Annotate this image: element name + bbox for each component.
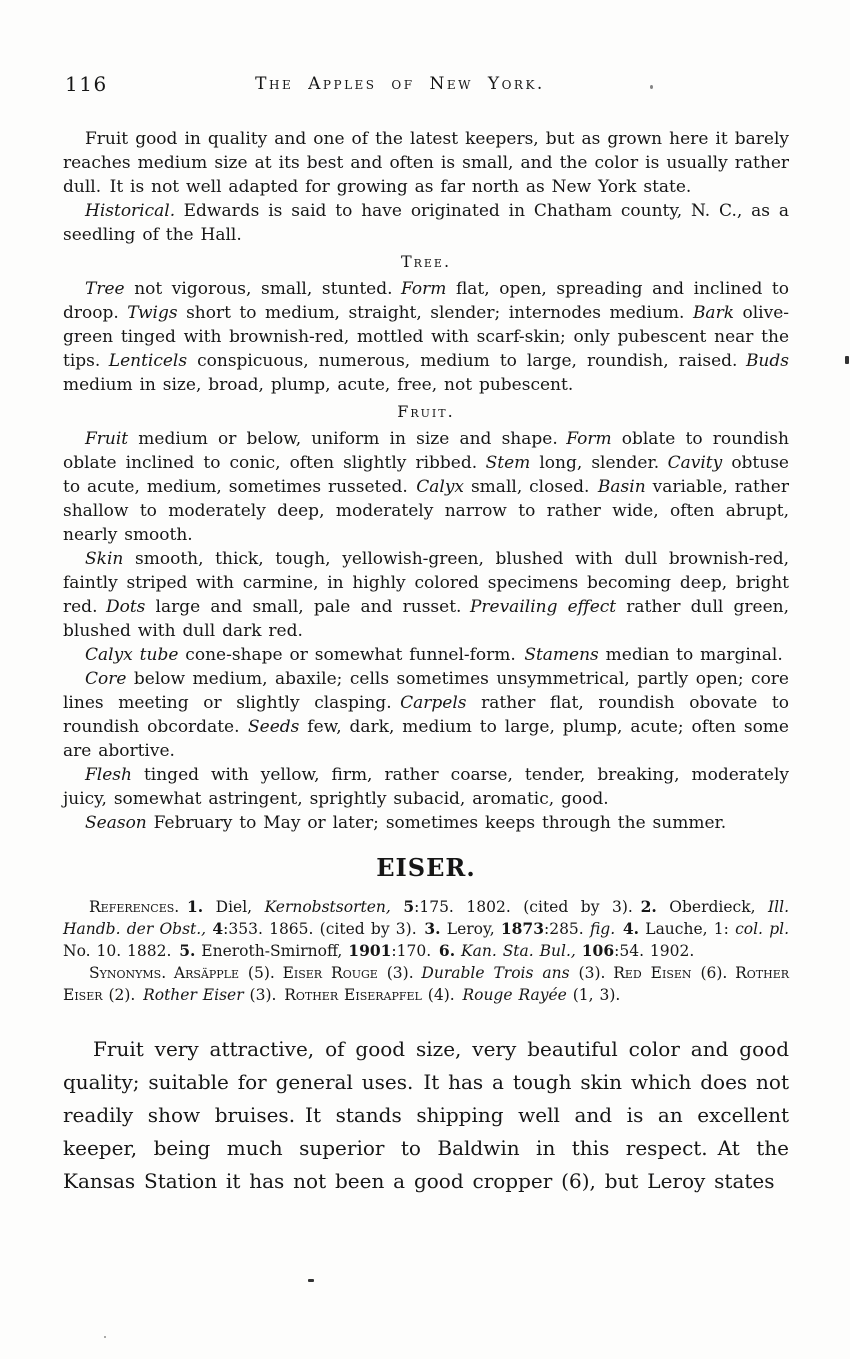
text-segment: Dots xyxy=(105,597,146,617)
ink-speck xyxy=(104,1336,106,1338)
text-segment: Bark xyxy=(692,303,734,323)
text-segment: large and small, pale and russet. xyxy=(145,597,470,617)
text-segment: Diel, xyxy=(203,898,265,916)
text-segment: Season xyxy=(85,813,147,833)
ink-speck xyxy=(650,85,653,89)
text-segment: Eneroth-Smirnoff, xyxy=(195,942,349,960)
flesh-paragraph xyxy=(63,763,789,811)
skin-paragraph xyxy=(63,547,789,643)
text-segment: 2. xyxy=(640,897,657,916)
text-segment: Fruit very attractive, of good size, very beautiful color and good quality; suitable for general uses. It has a tough skin which does not readily show bruises. It stands shipping well and is an excellent keeper, being much superior to Baldwin in this respect. At the Kansas Station it has not been a good cropper (6), but Leroy states xyxy=(63,1037,789,1193)
text-segment: Core xyxy=(85,669,127,689)
calyx-tube-paragraph xyxy=(63,643,789,667)
text-segment: smooth, thick, tough, yellowish-green, blushed with dull brownish-red, faintly striped with carmine, in highly colored specimens becoming deep, bright red. xyxy=(63,549,789,617)
text-segment: :353. 1865. (cited by 3). xyxy=(223,920,425,938)
page-content xyxy=(63,127,789,1198)
text-segment: (3). xyxy=(377,964,422,982)
text-segment: Basin xyxy=(597,477,646,497)
text-segment: 3. xyxy=(424,919,441,938)
text-segment: col. pl. xyxy=(735,920,789,938)
text-segment: (1, 3). xyxy=(566,986,621,1004)
text-segment: Flesh xyxy=(85,765,132,785)
text-segment: Oberdieck, xyxy=(656,898,769,916)
text-segment: Stamens xyxy=(524,645,599,665)
text-segment: rather dull green, blushed with dull dark red. xyxy=(63,597,789,641)
text-segment: 5. xyxy=(179,941,196,960)
text-segment: Rother Eiserapfel xyxy=(284,986,422,1004)
historical-paragraph xyxy=(63,199,789,247)
text-segment: below medium, abaxile; cells sometimes unsymmetrical, partly open; core lines meeting or slightly clasping. xyxy=(63,669,789,713)
text-segment: Edwards is said to have originated in Chatham county, N. C., as a seedling of the Hall. xyxy=(63,201,789,245)
text-segment: :285. xyxy=(543,920,590,938)
text-segment: cone-shape or somewhat funnel-form. xyxy=(178,645,525,665)
text-segment: No. 10. 1882. xyxy=(63,942,180,960)
text-segment: Fruit good in quality and one of the latest keepers, but as grown here it barely reaches medium size at its best and often is small, and the color is usually rather dull. It is not well adapted for growing as far north as New York state. xyxy=(63,129,789,197)
fruit-section-heading: Fruit. xyxy=(397,402,455,421)
text-segment: not vigorous, small, stunted. xyxy=(124,279,401,299)
text-segment: :175. 1802. (cited by 3). xyxy=(414,898,641,916)
text-segment: olive-green tinged with brownish-red, mottled with scarf-skin; only pubescent near the tips. xyxy=(63,303,790,371)
text-segment: median to marginal. xyxy=(598,645,783,665)
synonyms-paragraph xyxy=(63,962,789,1006)
text-segment xyxy=(615,920,623,938)
text-segment: 106 xyxy=(581,941,615,960)
text-segment xyxy=(166,964,174,982)
text-segment: medium in size, broad, plump, acute, free, not pubescent. xyxy=(63,375,574,395)
text-segment: Form xyxy=(401,279,447,299)
text-segment: 6. xyxy=(438,941,456,960)
page-header xyxy=(63,72,789,98)
text-segment: 5 xyxy=(403,897,415,916)
text-segment: 1901 xyxy=(348,941,392,960)
intro-paragraph xyxy=(63,127,789,199)
text-segment: Stem xyxy=(485,453,531,473)
text-segment: medium or below, uniform in size and shape. xyxy=(128,429,567,449)
text-segment: Synonyms. xyxy=(89,964,167,982)
text-segment: Durable Trois ans xyxy=(421,964,570,982)
text-segment: (6). xyxy=(691,964,736,982)
text-segment: Rother Eiser xyxy=(143,986,244,1004)
text-segment: Lenticels xyxy=(108,351,188,371)
text-segment: Skin xyxy=(85,549,124,569)
ink-speck xyxy=(845,356,849,364)
text-segment: Twigs xyxy=(127,303,178,323)
fruit-paragraph xyxy=(63,427,789,547)
text-segment: small, closed. xyxy=(464,477,598,497)
core-paragraph xyxy=(63,667,789,763)
text-segment: Ill. Handb. der Obst., xyxy=(63,898,790,938)
text-segment: 1. xyxy=(186,897,204,916)
tree-paragraph xyxy=(63,277,789,397)
text-segment: tinged with yellow, firm, rather coarse, tender, breaking, moderately juicy, somewhat astringent, sprightly subacid, aromatic, good. xyxy=(63,765,789,809)
tree-section-heading: Tree. xyxy=(400,252,452,271)
running-title: The Apples of New York. xyxy=(255,74,545,94)
text-segment: 1873 xyxy=(500,919,544,938)
page-number: 116 xyxy=(65,72,108,96)
season-paragraph xyxy=(63,811,789,835)
text-segment: 4. xyxy=(622,919,640,938)
text-segment: few, dark, medium to large, plump, acute; often some are abortive. xyxy=(63,717,789,761)
text-segment: (5). xyxy=(238,964,283,982)
text-segment: (2). xyxy=(102,986,144,1004)
text-segment: Lauche, 1: xyxy=(639,920,736,938)
text-segment: Buds xyxy=(745,351,789,371)
text-segment: (4). xyxy=(421,986,463,1004)
text-segment: Tree xyxy=(85,279,125,299)
text-segment: flat, open, spreading and inclined to droop. xyxy=(63,279,789,323)
text-segment: February to May or later; sometimes keeps through the summer. xyxy=(146,813,727,833)
text-column xyxy=(63,0,789,1198)
text-segment: Arsäpple xyxy=(173,964,239,982)
text-segment: (3). xyxy=(569,964,614,982)
ink-speck xyxy=(308,1279,314,1282)
text-segment: Calyx tube xyxy=(85,645,179,665)
discussion-paragraph xyxy=(63,1033,789,1198)
text-segment: fig. xyxy=(589,920,616,938)
text-segment: Carpels xyxy=(400,693,467,713)
references-paragraph xyxy=(63,896,789,962)
text-segment: Red Eisen xyxy=(613,964,692,982)
text-segment: :170. xyxy=(391,942,439,960)
text-segment: Kernobstsorten, xyxy=(264,898,391,916)
text-segment: Rouge Rayée xyxy=(462,986,567,1004)
text-segment xyxy=(179,898,187,916)
text-segment: Cavity xyxy=(667,453,723,473)
text-segment: Kan. Sta. Bul., xyxy=(461,942,576,960)
text-segment: Fruit xyxy=(85,429,129,449)
text-segment: long, slender. xyxy=(530,453,668,473)
text-segment: Seeds xyxy=(248,717,300,737)
text-segment: rather flat, roundish obovate to roundish obcordate. xyxy=(63,693,789,737)
text-segment: Rother Eiser xyxy=(63,964,790,1004)
text-segment: oblate to roundish oblate inclined to conic, often slightly ribbed. xyxy=(63,429,789,473)
text-segment: variable, rather shallow to moderately deep, moderately narrow to rather wide, often abrupt, nearly smooth. xyxy=(63,477,789,545)
text-segment xyxy=(391,898,404,916)
variety-heading: EISER. xyxy=(376,853,476,882)
text-segment: short to medium, straight, slender; internodes medium. xyxy=(177,303,693,323)
text-segment: Historical. xyxy=(85,201,176,221)
text-segment: obtuse to acute, medium, sometimes russeted. xyxy=(63,453,789,497)
text-segment: References. xyxy=(89,898,180,916)
text-segment: Leroy, xyxy=(440,920,501,938)
text-segment: Calyx xyxy=(416,477,465,497)
text-segment: Prevailing effect xyxy=(469,597,617,617)
text-segment: Eiser Rouge xyxy=(282,964,378,982)
text-segment: conspicuous, numerous, medium to large, roundish, raised. xyxy=(187,351,746,371)
text-segment: Form xyxy=(566,429,612,449)
text-segment: :54. 1902. xyxy=(614,942,695,960)
text-segment: (3). xyxy=(243,986,285,1004)
text-segment: 4 xyxy=(212,919,224,938)
